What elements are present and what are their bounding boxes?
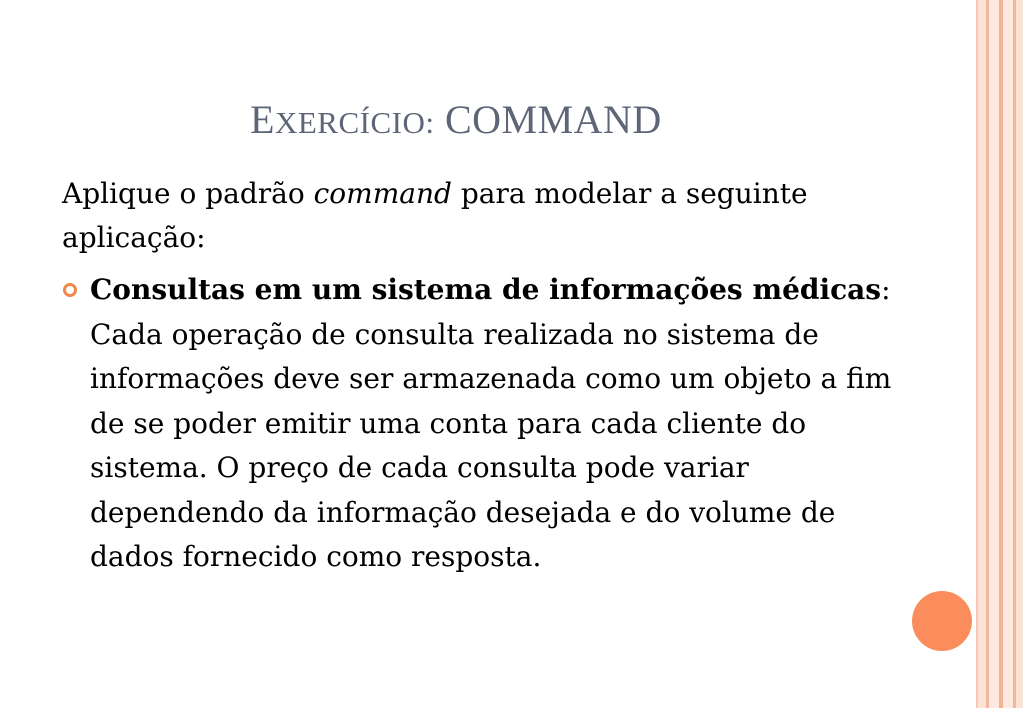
- intro-paragraph: [62, 172, 842, 260]
- title-space: [434, 97, 445, 142]
- bullet-body-text: : Cada operação de consulta realizada no sistema de informações deve ser armazenada como um objeto a fim de se poder emitir uma conta para cada cliente do sistema. O preço de cada consulta pode variar dependendo da informação desejada e do volume de dados fornecido como resposta.: [90, 273, 892, 573]
- bullet-bold-text: Consultas em um sistema de informações médicas: [90, 273, 882, 306]
- decor-circle: [912, 591, 972, 651]
- decor-stripe: [989, 0, 999, 708]
- intro-after: para modelar a seguinte aplicação:: [62, 177, 808, 254]
- title-command: COMMAND: [444, 97, 662, 142]
- intro-before: Aplique o padrão: [62, 177, 314, 210]
- bullet-ring-icon: [62, 282, 78, 298]
- intro-italic: command: [313, 177, 452, 210]
- title-initial: E: [250, 97, 275, 142]
- title-smallcaps: XERCÍCIO:: [274, 105, 435, 140]
- slide-title: [250, 96, 662, 143]
- decor-stripe: [978, 0, 986, 708]
- decor-stripe: [1003, 0, 1013, 708]
- bullet-text: [90, 268, 920, 580]
- decor-stripe: [1016, 0, 1023, 708]
